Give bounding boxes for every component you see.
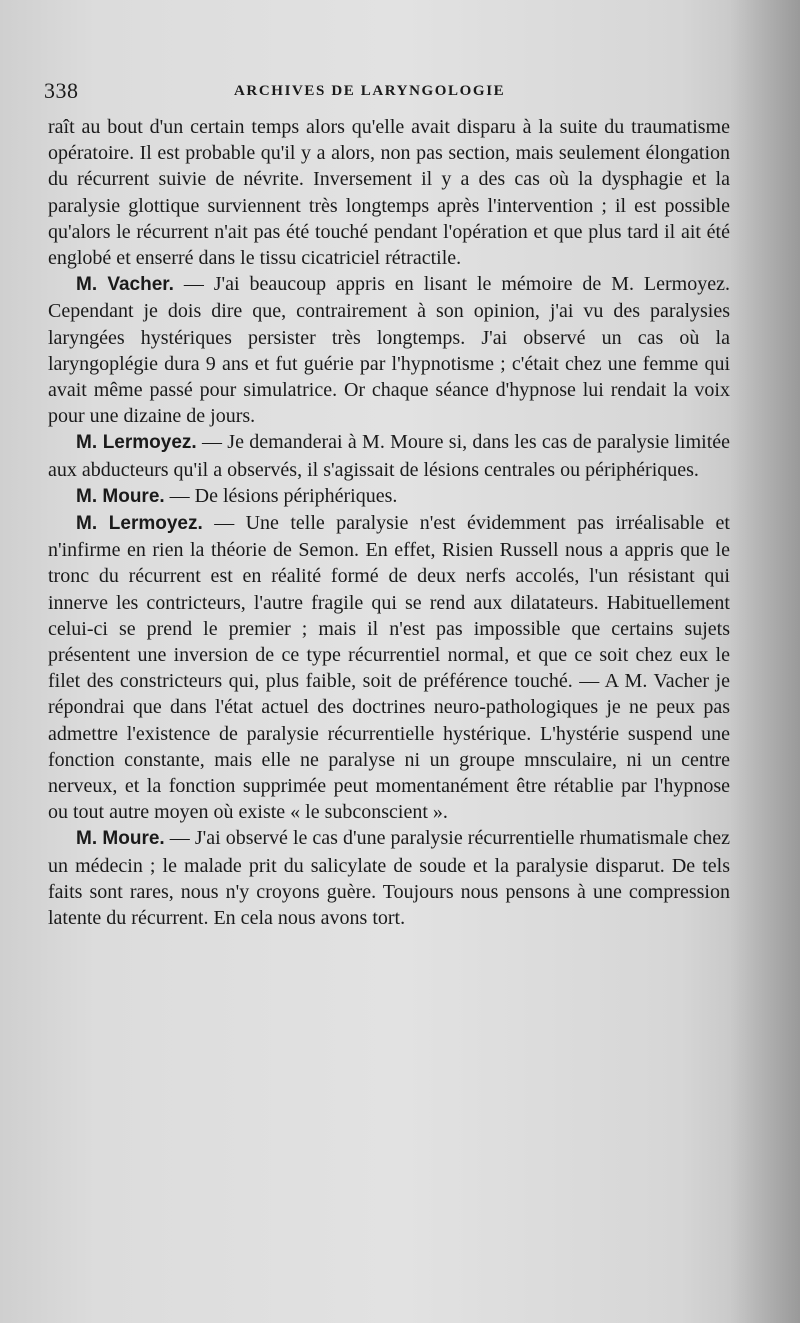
speaker-name: M. Moure.: [76, 485, 165, 507]
paragraph-moure-case: [48, 825, 730, 931]
speaker-name: M. Lermoyez.: [76, 513, 203, 535]
paragraph-text: — J'ai observé le cas d'une paralysie récurrentielle rhumatismale chez un médecin ; le malade prit du salicylate de soude et la paralysie disparut. De tels faits sont rares, nous n'y croyons guère. Toujours nous pensons à une compression latente du récurrent. En cela nous avons tort.: [48, 827, 730, 930]
paragraph-lermoyez-question: [48, 429, 730, 482]
speaker-name: M. Moure.: [76, 828, 165, 850]
paragraph-moure-answer: [48, 483, 730, 510]
paragraph-text: raît au bout d'un certain temps alors qu'elle avait disparu à la suite du traumatisme opératoire. Il est probable qu'il y a alors, non pas section, mais seulement élongation du récurrent suivie de névrite. Inversement il y a des cas où la dysphagie et la paralysie glottique surviennent très longtemps après l'intervention ; il est possible qu'alors le récurrent n'ait pas été touché pendant l'opération et que plus tard il ait été englobé et enserré dans le tissu cicatriciel rétractile.: [48, 116, 730, 270]
speaker-name: M. Lermoyez.: [76, 432, 197, 454]
paragraph-text: — J'ai beaucoup appris en lisant le mémoire de M. Lermoyez. Cependant je dois dire que, contrairement à son opinion, j'ai vu des paralysies laryngées hystériques persister très longtemps. J'ai observé un cas où la laryngoplégie dura 9 ans et fut guérie par l'hypnotisme ; c'était chez une femme qui avait même passé pour simulatrice. Or chaque séance d'hypnose lui rendait la voix pour une dizaine de jours.: [48, 273, 730, 428]
page-number: 338: [44, 78, 79, 103]
running-head: [44, 78, 734, 108]
paragraph-continuation: [48, 114, 730, 271]
paragraph-lermoyez-reply: [48, 510, 730, 825]
speaker-name: M. Vacher.: [76, 274, 174, 296]
paragraph-vacher: [48, 271, 730, 429]
paragraph-text: — Je demanderai à M. Moure si, dans les cas de paralysie limitée aux abducteurs qu'il a observés, il s'agissait de lésions centrales ou périphériques.: [48, 431, 730, 481]
paragraph-text: — Une telle paralysie n'est évidemment pas irréalisable et n'infirme en rien la théorie de Semon. En effet, Risien Russell nous a appris que le tronc du récurrent est en réalité formé de deux nerfs accolés, l'un résistant qui innerve les contricteurs, l'autre fragile qui se rend aux dilatateurs. Habituellement celui-ci se prend le premier ; mais il n'est pas impossible que certains sujets présentent une inversion de ce type récurrentiel normal, et que ce soit chez eux le filet des constricteurs qui, plus faible, soit de préférence touché. — A M. Vacher je répondrai que dans l'état actuel des doctrines neuro-pathologiques je ne peux pas admettre l'existence de paralysie récurrentielle hystérique. L'hystérie suspend une fonction constante, mais elle ne paralyse ni un groupe mnsculaire, ni un centre nerveux, et la fonction supprimée peut momentanément être rétablie par l'hypnose ou tout autre moyen où existe « le subconscient ».: [48, 512, 730, 824]
body-text: [48, 114, 730, 931]
journal-title: ARCHIVES DE LARYNGOLOGIE: [234, 83, 506, 99]
paragraph-text: — De lésions périphériques.: [164, 484, 398, 507]
